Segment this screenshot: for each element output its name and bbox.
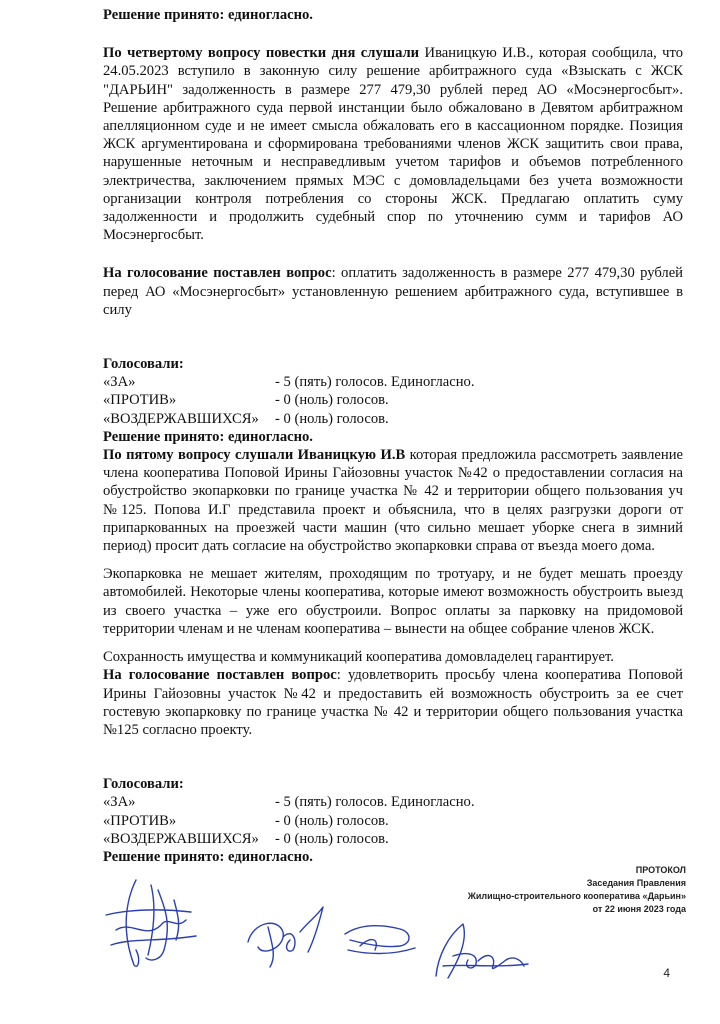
signature-2	[238, 902, 338, 972]
signature-1	[96, 870, 216, 980]
q5-decision: Решение принято: единогласно.	[103, 848, 313, 865]
q5-vote-text: : удовлетворить просьбу члена кооператива Поповой Ирины Гайозовны участок №42 и предоставить ей возможность обустроить за ее счет гостевую экопарковку по границе участка № 42 и территории общего пользования участка №125 согласно проекту.	[103, 667, 683, 738]
top-decision: Решение принято: единогласно.	[103, 7, 313, 23]
footer-line-3: от 22 июня 2023 года	[592, 904, 686, 914]
q5-lead: По пятому вопросу слушали Иваницкую И.В	[103, 447, 406, 464]
footer-line-1: Заседания Правления	[586, 878, 686, 888]
signature-3	[340, 914, 420, 964]
page-number: 4	[663, 966, 670, 980]
q4-text: Иваницкую И.В., которая сообщила, что 24.05.2023 вступило в законную силу решение арбитражного суда «Взыскать с ЖСК "ДАРЬИН" задолженность в размере 277 479,30 рублей перед АО «Мосэнергосбыт». Решение арбитражного суда первой инстанции было обжаловано в Девятом арбитражном апелляционном суде и не имеет смысла обжаловать его в кассационном порядке. Позиция ЖСК аргументирована и сформирована требованиями членов ЖСК защитить свои права, нарушенные неточным и несправедливым учетом тарифов и объемов потребленного электричества, заключением прямых МЭС с домовладельцами без учета возможности организации контроля потребления со стороны ЖСК. Предлагаю оплатить суму задолженности и продолжить судебный спор по уточнению сумм и тарифов АО Мосэнергосбыт.	[103, 45, 683, 244]
q5-paragraph	[103, 446, 683, 555]
q4-voted-title: Голосовали:	[103, 356, 184, 373]
q5-paragraph-2: Экопарковка не мешает жителям, проходящим по тротуару, и не будет мешать проезду автомобилей. Некоторые члены кооператива, которые имеют возможность обустроить выезд из своего участка – уже его обустроили. Вопрос оплаты за парковку на придомовой территории членам и не членам кооператива – вынести на общее собрание членов ЖСК.	[103, 566, 683, 637]
q4-vote-lead: На голосование поставлен вопрос	[103, 265, 332, 282]
q5-vote-against: «ПРОТИВ» - 0 (ноль) голосов.	[103, 812, 389, 829]
q5-paragraph-3: Сохранность имущества и коммуникаций кооператива домовладелец гарантирует.	[103, 649, 614, 666]
signature-4	[428, 916, 538, 986]
footer-title: ПРОТОКОЛ	[635, 865, 686, 875]
q5-vote-lead: На голосование поставлен вопрос	[103, 667, 337, 684]
q4-vote-question	[103, 264, 683, 319]
q4-lead: По четвертому вопросу повестки дня слушали	[103, 45, 420, 62]
q4-vote-against: «ПРОТИВ» - 0 (ноль) голосов.	[103, 392, 389, 409]
q5-voted-title: Голосовали:	[103, 776, 184, 793]
q5-vote-question	[103, 666, 683, 739]
q4-decision: Решение принято: единогласно.	[103, 428, 313, 445]
q5-text: которая предложила рассмотреть заявление члена кооператива Поповой Ирины Гайозовны участок №42 о предоставлении согласия на обустройство экопарковки по границе участка № 42 и территории общего пользования уч №125. Попова И.Г представила проект и объяснила, что в целях разгрузки дороги от припаркованных на проезжей части машин (что сильно мешает уборке снега в зимний период) просит дать согласие на обустройство экопарковки справа от въезда моего дома.	[103, 447, 683, 555]
q4-vote-abstain: «ВОЗДЕРЖАВШИХСЯ» - 0 (ноль) голосов.	[103, 410, 389, 427]
q4-vote-text: : оплатить задолженность в размере 277 479,30 рублей перед АО «Мосэнергосбыт» установленную решением арбитражного суда, вступившее в силу	[103, 265, 683, 318]
q4-paragraph	[103, 44, 683, 244]
document-body	[103, 6, 683, 866]
q5-vote-abstain: «ВОЗДЕРЖАВШИХСЯ» - 0 (ноль) голосов.	[103, 830, 389, 847]
protocol-footer	[468, 864, 686, 916]
q5-vote-for: «ЗА» - 5 (пять) голосов. Единогласно.	[103, 794, 475, 811]
footer-line-2: Жилищно-строительного кооператива «Дарьин»	[467, 891, 686, 901]
q4-vote-for: «ЗА» - 5 (пять) голосов. Единогласно.	[103, 374, 475, 391]
